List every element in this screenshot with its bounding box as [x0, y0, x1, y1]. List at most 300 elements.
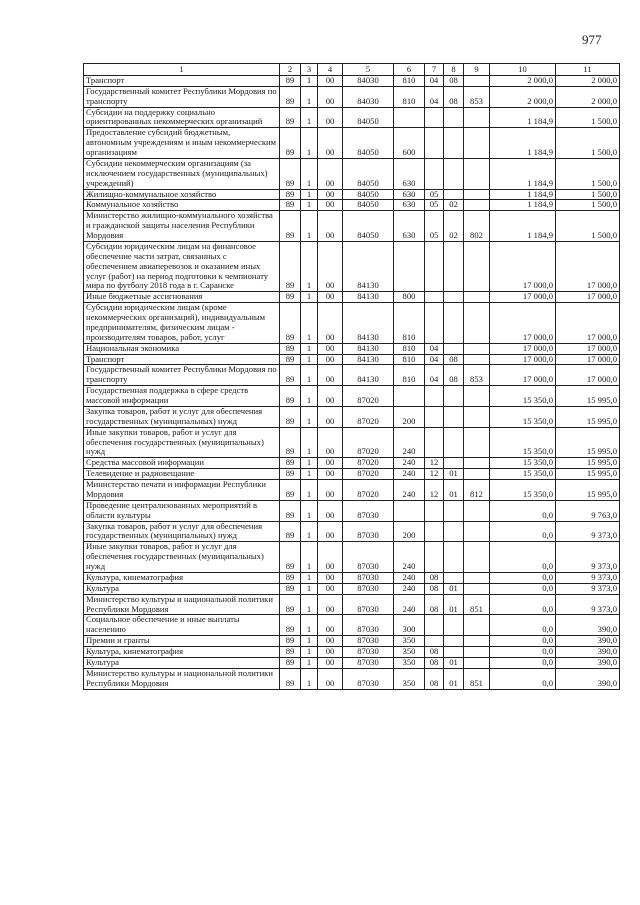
amount-year1-cell: 1 184,9: [490, 128, 556, 159]
direction-cell: 84050: [343, 128, 394, 159]
table-row: [84, 107, 620, 128]
row-name-cell: Субсидии некоммерческим организациям (за исключением государственных (муниципальных) учреждений): [84, 158, 280, 189]
admin-code-cell: 89: [280, 365, 301, 386]
direction-cell: 84130: [343, 292, 394, 303]
subsection-cell: 02: [444, 211, 464, 242]
section-cell: [425, 128, 444, 159]
table-row: [84, 668, 620, 689]
column-header: 5: [343, 64, 394, 76]
admin-code-cell: 89: [280, 386, 301, 407]
admin-code-cell: 89: [280, 542, 301, 573]
amount-year1-cell: 15 350,0: [490, 427, 556, 458]
amount-year2-cell: 9 373,0: [556, 521, 620, 542]
amount-year1-cell: 1 184,9: [490, 107, 556, 128]
direction-cell: 87020: [343, 458, 394, 469]
section-cell: 04: [425, 86, 444, 107]
column-header: 3: [301, 64, 318, 76]
expense-type-cell: 240: [394, 594, 425, 615]
amount-year2-cell: 9 373,0: [556, 594, 620, 615]
expense-type-cell: 200: [394, 521, 425, 542]
section-cell: 05: [425, 189, 444, 200]
expense-type-cell: 240: [394, 583, 425, 594]
row-name-cell: Иные закупки товаров, работ и услуг для обеспечения государственных (муниципальных) нужд: [84, 427, 280, 458]
amount-year2-cell: 17 000,0: [556, 365, 620, 386]
subprogram-cell: 00: [318, 189, 343, 200]
subsection-cell: 08: [444, 365, 464, 386]
column-header: 10: [490, 64, 556, 76]
direction-cell: 87030: [343, 542, 394, 573]
program-cell: 1: [301, 189, 318, 200]
direction-cell: 87030: [343, 572, 394, 583]
program-cell: 1: [301, 458, 318, 469]
section-cell: 08: [425, 583, 444, 594]
amount-year2-cell: 15 995,0: [556, 406, 620, 427]
expense-type-cell: 350: [394, 636, 425, 647]
amount-year2-cell: 390,0: [556, 657, 620, 668]
admin-code-cell: 89: [280, 427, 301, 458]
section-cell: [425, 406, 444, 427]
amount-year1-cell: 15 350,0: [490, 386, 556, 407]
subsection-cell: 01: [444, 480, 464, 501]
table-row: [84, 406, 620, 427]
ministry-code-cell: [464, 292, 490, 303]
direction-cell: 84050: [343, 200, 394, 211]
subprogram-cell: 00: [318, 572, 343, 583]
ministry-code-cell: [464, 636, 490, 647]
ministry-code-cell: [464, 354, 490, 365]
section-cell: [425, 521, 444, 542]
row-name-cell: Субсидии юридическим лицам (кроме некоммерческих организаций), индивидуальным предпринимателям, физическим лицам - производителям товаров, работ, услуг: [84, 303, 280, 344]
admin-code-cell: 89: [280, 480, 301, 501]
program-cell: 1: [301, 542, 318, 573]
amount-year2-cell: 17 000,0: [556, 343, 620, 354]
direction-cell: 87030: [343, 636, 394, 647]
expense-type-cell: 350: [394, 647, 425, 658]
column-header: 11: [556, 64, 620, 76]
expense-type-cell: 800: [394, 292, 425, 303]
expense-type-cell: [394, 107, 425, 128]
section-cell: 12: [425, 480, 444, 501]
amount-year1-cell: 17 000,0: [490, 292, 556, 303]
amount-year1-cell: 15 350,0: [490, 406, 556, 427]
row-name-cell: Субсидии юридическим лицам на финансовое обеспечение части затрат, связанных с обеспечением авиаперевозок и оказанием иных услуг (работ) на период подготовки к чемпионату мира по футболу 2018 года в г. Саранске: [84, 241, 280, 291]
admin-code-cell: 89: [280, 458, 301, 469]
admin-code-cell: 89: [280, 647, 301, 658]
amount-year2-cell: 17 000,0: [556, 292, 620, 303]
expense-type-cell: 240: [394, 458, 425, 469]
section-cell: [425, 241, 444, 291]
subsection-cell: [444, 343, 464, 354]
table-row: [84, 354, 620, 365]
section-cell: 04: [425, 343, 444, 354]
program-cell: 1: [301, 500, 318, 521]
table-row: [84, 521, 620, 542]
row-name-cell: Проведение централизованных мероприятий в области культуры: [84, 500, 280, 521]
amount-year1-cell: 0,0: [490, 647, 556, 658]
program-cell: 1: [301, 365, 318, 386]
section-cell: [425, 107, 444, 128]
table-row: [84, 75, 620, 86]
subprogram-cell: 00: [318, 343, 343, 354]
column-header: 7: [425, 64, 444, 76]
amount-year2-cell: 17 000,0: [556, 303, 620, 344]
subprogram-cell: 00: [318, 458, 343, 469]
header-row: [84, 64, 620, 76]
direction-cell: 84050: [343, 211, 394, 242]
amount-year2-cell: 17 000,0: [556, 241, 620, 291]
amount-year2-cell: 1 500,0: [556, 189, 620, 200]
subsection-cell: [444, 636, 464, 647]
amount-year2-cell: 390,0: [556, 647, 620, 658]
expense-type-cell: 240: [394, 469, 425, 480]
amount-year1-cell: 0,0: [490, 615, 556, 636]
row-name-cell: Министерство культуры и национальной политики Республики Мордовия: [84, 668, 280, 689]
amount-year2-cell: 1 500,0: [556, 158, 620, 189]
subsection-cell: [444, 241, 464, 291]
expense-type-cell: 300: [394, 615, 425, 636]
subprogram-cell: 00: [318, 200, 343, 211]
program-cell: 1: [301, 75, 318, 86]
admin-code-cell: 89: [280, 668, 301, 689]
ministry-code-cell: [464, 406, 490, 427]
amount-year1-cell: 2 000,0: [490, 75, 556, 86]
subprogram-cell: 00: [318, 469, 343, 480]
subprogram-cell: 00: [318, 86, 343, 107]
section-cell: 04: [425, 354, 444, 365]
ministry-code-cell: [464, 107, 490, 128]
amount-year2-cell: 9 373,0: [556, 542, 620, 573]
expense-type-cell: 630: [394, 189, 425, 200]
admin-code-cell: 89: [280, 354, 301, 365]
direction-cell: 84050: [343, 107, 394, 128]
amount-year1-cell: 0,0: [490, 572, 556, 583]
table-row: [84, 636, 620, 647]
section-cell: 08: [425, 668, 444, 689]
amount-year1-cell: 0,0: [490, 636, 556, 647]
expense-type-cell: 810: [394, 354, 425, 365]
program-cell: 1: [301, 668, 318, 689]
table-row: [84, 386, 620, 407]
amount-year2-cell: 1 500,0: [556, 200, 620, 211]
expense-type-cell: 240: [394, 480, 425, 501]
section-cell: 12: [425, 458, 444, 469]
amount-year2-cell: 390,0: [556, 636, 620, 647]
subprogram-cell: 00: [318, 427, 343, 458]
amount-year2-cell: 1 500,0: [556, 128, 620, 159]
section-cell: 04: [425, 365, 444, 386]
amount-year1-cell: 17 000,0: [490, 365, 556, 386]
admin-code-cell: 89: [280, 211, 301, 242]
program-cell: 1: [301, 200, 318, 211]
amount-year1-cell: 0,0: [490, 583, 556, 594]
ministry-code-cell: [464, 427, 490, 458]
row-name-cell: Средства массовой информации: [84, 458, 280, 469]
direction-cell: 84030: [343, 86, 394, 107]
section-cell: 12: [425, 469, 444, 480]
subsection-cell: [444, 189, 464, 200]
section-cell: [425, 542, 444, 573]
program-cell: 1: [301, 303, 318, 344]
expense-type-cell: 600: [394, 128, 425, 159]
subsection-cell: 08: [444, 86, 464, 107]
admin-code-cell: 89: [280, 636, 301, 647]
amount-year1-cell: 15 350,0: [490, 480, 556, 501]
expense-type-cell: 630: [394, 158, 425, 189]
amount-year2-cell: 15 995,0: [556, 458, 620, 469]
subprogram-cell: 00: [318, 211, 343, 242]
ministry-code-cell: [464, 583, 490, 594]
amount-year2-cell: 15 995,0: [556, 480, 620, 501]
direction-cell: 87030: [343, 521, 394, 542]
ministry-code-cell: [464, 343, 490, 354]
expense-type-cell: [394, 386, 425, 407]
direction-cell: 84050: [343, 158, 394, 189]
section-cell: 05: [425, 211, 444, 242]
subsection-cell: 01: [444, 657, 464, 668]
subsection-cell: 01: [444, 594, 464, 615]
admin-code-cell: 89: [280, 86, 301, 107]
admin-code-cell: 89: [280, 521, 301, 542]
subprogram-cell: 00: [318, 292, 343, 303]
admin-code-cell: 89: [280, 107, 301, 128]
direction-cell: 87020: [343, 427, 394, 458]
amount-year2-cell: 2 000,0: [556, 86, 620, 107]
subprogram-cell: 00: [318, 386, 343, 407]
table-row: [84, 200, 620, 211]
ministry-code-cell: [464, 469, 490, 480]
amount-year2-cell: 17 000,0: [556, 354, 620, 365]
direction-cell: 87030: [343, 647, 394, 658]
direction-cell: 87020: [343, 469, 394, 480]
amount-year2-cell: 1 500,0: [556, 211, 620, 242]
admin-code-cell: 89: [280, 158, 301, 189]
admin-code-cell: 89: [280, 343, 301, 354]
table-row: [84, 189, 620, 200]
expense-type-cell: 810: [394, 343, 425, 354]
ministry-code-cell: [464, 241, 490, 291]
amount-year1-cell: 1 184,9: [490, 211, 556, 242]
program-cell: 1: [301, 406, 318, 427]
amount-year1-cell: 0,0: [490, 657, 556, 668]
amount-year2-cell: 2 000,0: [556, 75, 620, 86]
subsection-cell: [444, 500, 464, 521]
subsection-cell: [444, 158, 464, 189]
program-cell: 1: [301, 343, 318, 354]
ministry-code-cell: 851: [464, 668, 490, 689]
amount-year2-cell: 390,0: [556, 615, 620, 636]
amount-year1-cell: 1 184,9: [490, 158, 556, 189]
amount-year1-cell: 0,0: [490, 668, 556, 689]
table-row: [84, 343, 620, 354]
subprogram-cell: 00: [318, 354, 343, 365]
table-row: [84, 86, 620, 107]
row-name-cell: Государственная поддержка в сфере средств массовой информации: [84, 386, 280, 407]
expense-type-cell: 200: [394, 406, 425, 427]
ministry-code-cell: [464, 458, 490, 469]
expense-type-cell: 350: [394, 668, 425, 689]
section-cell: [425, 158, 444, 189]
subprogram-cell: 00: [318, 615, 343, 636]
subsection-cell: [444, 292, 464, 303]
ministry-code-cell: [464, 75, 490, 86]
expense-type-cell: 810: [394, 86, 425, 107]
direction-cell: 87020: [343, 480, 394, 501]
subprogram-cell: 00: [318, 500, 343, 521]
column-header: 4: [318, 64, 343, 76]
ministry-code-cell: [464, 128, 490, 159]
program-cell: 1: [301, 636, 318, 647]
direction-cell: 84130: [343, 354, 394, 365]
section-cell: 05: [425, 200, 444, 211]
ministry-code-cell: [464, 500, 490, 521]
admin-code-cell: 89: [280, 303, 301, 344]
subsection-cell: [444, 542, 464, 573]
admin-code-cell: 89: [280, 241, 301, 291]
subsection-cell: 08: [444, 354, 464, 365]
direction-cell: 84130: [343, 241, 394, 291]
amount-year1-cell: 15 350,0: [490, 458, 556, 469]
subprogram-cell: 00: [318, 647, 343, 658]
subsection-cell: [444, 572, 464, 583]
amount-year1-cell: 15 350,0: [490, 469, 556, 480]
ministry-code-cell: [464, 657, 490, 668]
row-name-cell: Социальное обеспечение и иные выплаты населению: [84, 615, 280, 636]
subprogram-cell: 00: [318, 542, 343, 573]
section-cell: 04: [425, 75, 444, 86]
row-name-cell: Премии и гранты: [84, 636, 280, 647]
row-name-cell: Закупка товаров, работ и услуг для обеспечения государственных (муниципальных) нужд: [84, 521, 280, 542]
direction-cell: 84030: [343, 75, 394, 86]
table-row: [84, 594, 620, 615]
admin-code-cell: 89: [280, 500, 301, 521]
column-header: 2: [280, 64, 301, 76]
expense-type-cell: 810: [394, 303, 425, 344]
subsection-cell: 01: [444, 469, 464, 480]
program-cell: 1: [301, 521, 318, 542]
subprogram-cell: 00: [318, 158, 343, 189]
section-cell: 08: [425, 647, 444, 658]
amount-year1-cell: 17 000,0: [490, 241, 556, 291]
program-cell: 1: [301, 572, 318, 583]
admin-code-cell: 89: [280, 572, 301, 583]
section-cell: [425, 292, 444, 303]
program-cell: 1: [301, 107, 318, 128]
subsection-cell: [444, 521, 464, 542]
row-name-cell: Закупка товаров, работ и услуг для обеспечения государственных (муниципальных) нужд: [84, 406, 280, 427]
row-name-cell: Транспорт: [84, 75, 280, 86]
table-row: [84, 158, 620, 189]
expense-type-cell: 810: [394, 75, 425, 86]
amount-year1-cell: 0,0: [490, 542, 556, 573]
subprogram-cell: 00: [318, 241, 343, 291]
section-cell: [425, 427, 444, 458]
ministry-code-cell: [464, 647, 490, 658]
subsection-cell: 02: [444, 200, 464, 211]
direction-cell: 84050: [343, 189, 394, 200]
ministry-code-cell: [464, 572, 490, 583]
row-name-cell: Культура: [84, 657, 280, 668]
row-name-cell: Государственный комитет Республики Мордовия по транспорту: [84, 86, 280, 107]
direction-cell: 87030: [343, 615, 394, 636]
direction-cell: 84130: [343, 303, 394, 344]
subsection-cell: [444, 128, 464, 159]
admin-code-cell: 89: [280, 594, 301, 615]
ministry-code-cell: 812: [464, 480, 490, 501]
expense-type-cell: 240: [394, 427, 425, 458]
row-name-cell: Культура: [84, 583, 280, 594]
subprogram-cell: 00: [318, 521, 343, 542]
ministry-code-cell: 851: [464, 594, 490, 615]
table-row: [84, 615, 620, 636]
program-cell: 1: [301, 657, 318, 668]
table-row: [84, 500, 620, 521]
row-name-cell: Культура, кинематография: [84, 647, 280, 658]
amount-year1-cell: 17 000,0: [490, 343, 556, 354]
amount-year1-cell: 1 184,9: [490, 189, 556, 200]
direction-cell: 87020: [343, 386, 394, 407]
column-header: 1: [84, 64, 280, 76]
row-name-cell: Государственный комитет Республики Мордовия по транспорту: [84, 365, 280, 386]
program-cell: 1: [301, 354, 318, 365]
amount-year1-cell: 1 184,9: [490, 200, 556, 211]
expense-type-cell: [394, 500, 425, 521]
subprogram-cell: 00: [318, 406, 343, 427]
program-cell: 1: [301, 594, 318, 615]
ministry-code-cell: 853: [464, 365, 490, 386]
direction-cell: 87030: [343, 657, 394, 668]
program-cell: 1: [301, 158, 318, 189]
program-cell: 1: [301, 86, 318, 107]
program-cell: 1: [301, 128, 318, 159]
section-cell: [425, 500, 444, 521]
amount-year2-cell: 9 373,0: [556, 583, 620, 594]
amount-year2-cell: 15 995,0: [556, 469, 620, 480]
expense-type-cell: 350: [394, 657, 425, 668]
table-row: [84, 583, 620, 594]
direction-cell: 87030: [343, 594, 394, 615]
admin-code-cell: 89: [280, 469, 301, 480]
table-row: [84, 469, 620, 480]
table-row: [84, 128, 620, 159]
table-row: [84, 458, 620, 469]
ministry-code-cell: [464, 200, 490, 211]
row-name-cell: Транспорт: [84, 354, 280, 365]
section-cell: [425, 636, 444, 647]
row-name-cell: Субсидии на поддержку социально ориентированных некоммерческих организаций: [84, 107, 280, 128]
admin-code-cell: 89: [280, 657, 301, 668]
amount-year2-cell: 15 995,0: [556, 386, 620, 407]
ministry-code-cell: [464, 303, 490, 344]
direction-cell: 84130: [343, 365, 394, 386]
subsection-cell: [444, 458, 464, 469]
subsection-cell: [444, 303, 464, 344]
row-name-cell: Телевидение и радиовещание: [84, 469, 280, 480]
row-name-cell: Предоставление субсидий бюджетным, автономным учреждениям и иным некоммерческим организациям: [84, 128, 280, 159]
subprogram-cell: 00: [318, 303, 343, 344]
admin-code-cell: 89: [280, 200, 301, 211]
subsection-cell: [444, 406, 464, 427]
subsection-cell: 08: [444, 75, 464, 86]
admin-code-cell: 89: [280, 406, 301, 427]
expense-type-cell: 630: [394, 211, 425, 242]
table-row: [84, 572, 620, 583]
ministry-code-cell: 853: [464, 86, 490, 107]
table-row: [84, 427, 620, 458]
subprogram-cell: 00: [318, 657, 343, 668]
direction-cell: 87020: [343, 406, 394, 427]
subprogram-cell: 00: [318, 594, 343, 615]
subsection-cell: [444, 386, 464, 407]
